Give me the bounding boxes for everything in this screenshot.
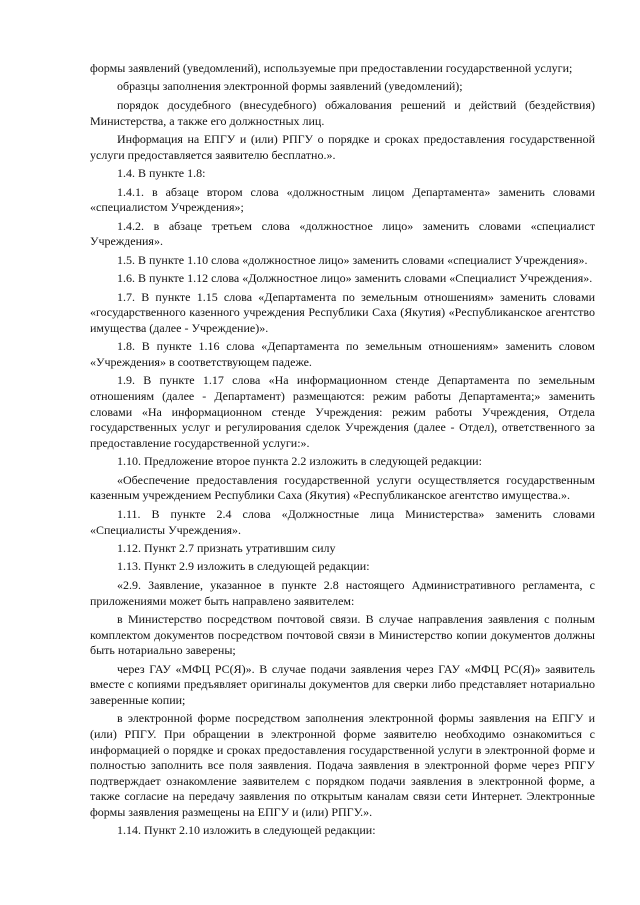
paragraph-1-7: 1.7. В пункте 1.15 слова «Департамента по земельным отношениям» заменить словами «государственного казенного учреждения Республики Саха (Якутия) «Республиканское агентство имущества (далее - Учреждение)». <box>90 289 595 335</box>
paragraph-application-forms: формы заявлений (уведомлений), используемые при предоставлении государственной услуги; <box>90 61 573 75</box>
paragraph-1-11: 1.11. В пункте 2.4 слова «Должностные лица Министерства» заменить словами «Специалисты Учреждения». <box>90 506 595 537</box>
paragraph-electronic: в электронной форме посредством заполнения электронной формы заявления на ЕПГУ и (или) РПГУ. При обращении в электронной форме заявителю необходимо ознакомиться с информацией о порядке и сроках предоставления государственной услуги в электронной форме и полностью заполнить все поля заявления. Подача заявления в электронной форме через РПГУ подтверждает ознакомление заявителем с порядком подачи заявления в электронной форме, а также согласие на передачу заявления по открытым каналам связи сети Интернет. Электронные формы заявления размещены на ЕПГУ и (или) РПГУ.». <box>90 711 595 819</box>
paragraph-mfc: через ГАУ «МФЦ РС(Я)». В случае подачи заявления через ГАУ «МФЦ РС(Я)» заявитель вместе с копиями предъявляет оригиналы документов для сверки либо представляет нотариально заверенные копии; <box>90 661 595 707</box>
paragraph-quote-2-9: «2.9. Заявление, указанное в пункте 2.8 настоящего Административного регламента, с приложениями может быть направлено заявителем: <box>90 577 595 608</box>
paragraph-1-13: 1.13. Пункт 2.9 изложить в следующей редакции: <box>117 559 370 574</box>
paragraph-1-12: 1.12. Пункт 2.7 признать утратившим силу <box>117 540 336 555</box>
paragraph-1-4-2: 1.4.2. в абзаце третьем слова «должностное лицо» заменить словами «специалист Учреждения». <box>90 218 595 249</box>
paragraph-1-10: 1.10. Предложение второе пункта 2.2 изложить в следующей редакции: <box>117 454 482 469</box>
paragraph-quote-2-2: «Обеспечение предоставления государственной услуги осуществляется государственным казенным учреждением Республики Саха (Якутия) «Республиканское агентство имущества.». <box>90 472 595 503</box>
paragraph-1-14: 1.14. Пункт 2.10 изложить в следующей редакции: <box>117 823 376 838</box>
paragraph-1-8: 1.8. В пункте 1.16 слова «Департамента по земельным отношениям» заменить словом «Учреждения» в соответствующем падеже. <box>90 339 595 369</box>
paragraph-appeal-procedure: порядок досудебного (внесудебного) обжалования решений и действий (бездействия) Министерства, а также его должностных лиц. <box>90 97 595 128</box>
paragraph-form-samples: образцы заполнения электронной формы заявлений (уведомлений); <box>117 79 463 94</box>
paragraph-1-9: 1.9. В пункте 1.17 слова «На информационном стенде Департамента по земельным отношениям (далее - Департамент) размещаются: режим работы Департамента;» заменить словами «На информационном стенде Учреждения: режим работы Учреждения, Отдела государственных услуг и регулирования сделок Учреждения (далее - Отдел), ответственного за предоставление государственной услуги:». <box>90 373 595 450</box>
document-page <box>90 61 595 842</box>
paragraph-1-4: 1.4. В пункте 1.8: <box>117 166 206 181</box>
paragraph-postal: в Министерство посредством почтовой связи. В случае направления заявления с полным комплектом документов посредством почтовой связи в Министерство копии документов должны быть нотариально заверены; <box>90 612 595 658</box>
paragraph-1-6: 1.6. В пункте 1.12 слова «Должностное лицо» заменить словами «Специалист Учреждения». <box>117 271 593 286</box>
paragraph-1-5: 1.5. В пункте 1.10 слова «должностное лицо» заменить словами «специалист Учреждения». <box>117 252 588 267</box>
paragraph-1-4-1: 1.4.1. в абзаце втором слова «должностным лицом Департамента» заменить словами «специалистом Учреждения»; <box>90 184 595 215</box>
paragraph-free-information: Информация на ЕПГУ и (или) РПГУ о порядке и сроках предоставления государственной услуги предоставляется заявителю бесплатно.». <box>90 132 595 162</box>
